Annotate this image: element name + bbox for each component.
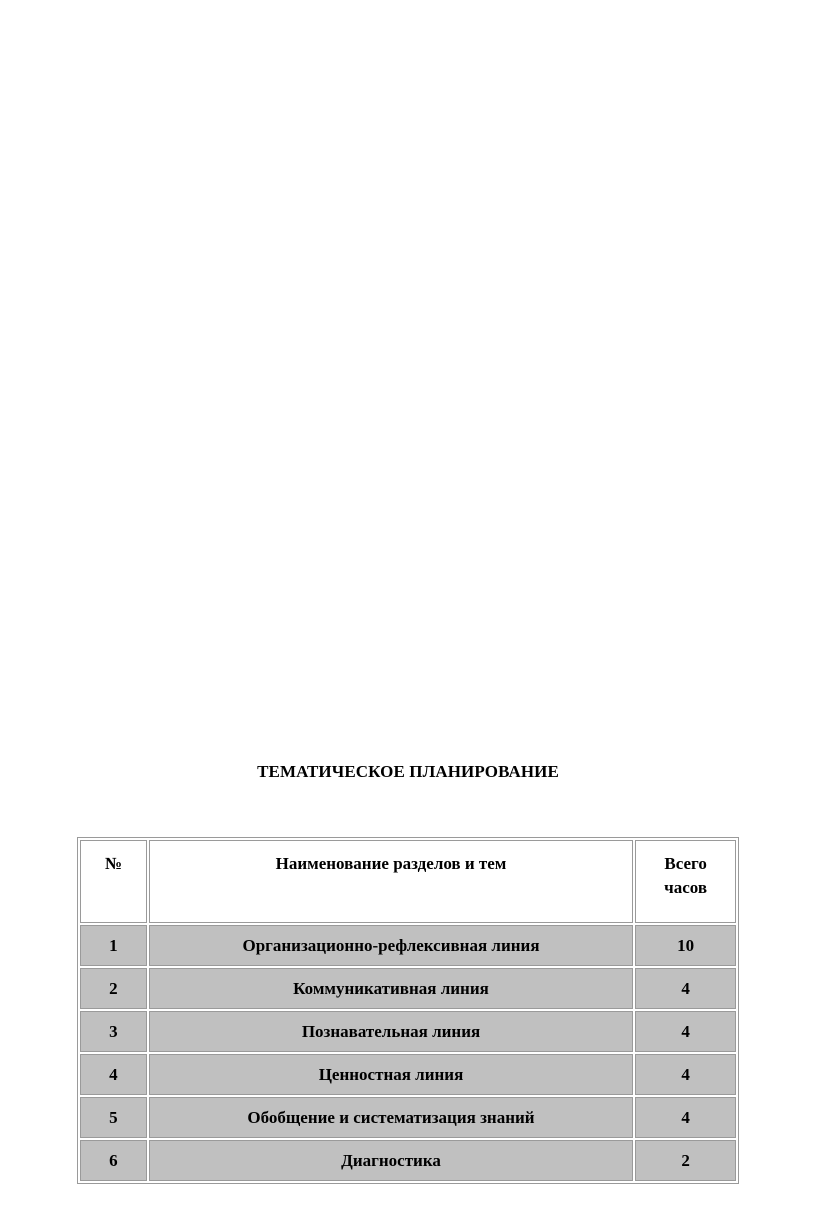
row-num: 2	[80, 968, 147, 1009]
header-name	[149, 840, 633, 923]
row-name: Ценностная линия	[149, 1054, 633, 1095]
page-title: ТЕМАТИЧЕСКОЕ ПЛАНИРОВАНИЕ	[257, 762, 559, 781]
table-row	[80, 1011, 736, 1052]
table-row	[80, 1097, 736, 1138]
table-header-row	[80, 840, 736, 923]
row-name: Обобщение и систематизация знаний	[149, 1097, 633, 1138]
header-hours	[635, 840, 736, 923]
row-num: 5	[80, 1097, 147, 1138]
row-num: 3	[80, 1011, 147, 1052]
row-name: Организационно-рефлексивная линия	[149, 925, 633, 966]
row-name: Коммуникативная линия	[149, 968, 633, 1009]
row-hours: 4	[635, 968, 736, 1009]
header-hours-label	[636, 841, 735, 900]
table-row	[80, 925, 736, 966]
header-hours-line1: Всего	[664, 854, 707, 873]
header-hours-line2: часов	[664, 878, 708, 897]
header-num-label: №	[104, 854, 122, 873]
table-row	[80, 1140, 736, 1181]
table-row	[80, 1054, 736, 1095]
row-hours: 4	[635, 1011, 736, 1052]
thematic-plan-table	[77, 837, 739, 1184]
row-name: Диагностика	[149, 1140, 633, 1181]
row-hours: 2	[635, 1140, 736, 1181]
row-hours: 4	[635, 1054, 736, 1095]
row-num: 1	[80, 925, 147, 966]
table-row	[80, 968, 736, 1009]
header-name-label: Наименование разделов и тем	[275, 854, 507, 873]
row-hours: 10	[635, 925, 736, 966]
row-name: Познавательная линия	[149, 1011, 633, 1052]
header-num	[80, 840, 147, 923]
row-num: 6	[80, 1140, 147, 1181]
row-num: 4	[80, 1054, 147, 1095]
row-hours: 4	[635, 1097, 736, 1138]
